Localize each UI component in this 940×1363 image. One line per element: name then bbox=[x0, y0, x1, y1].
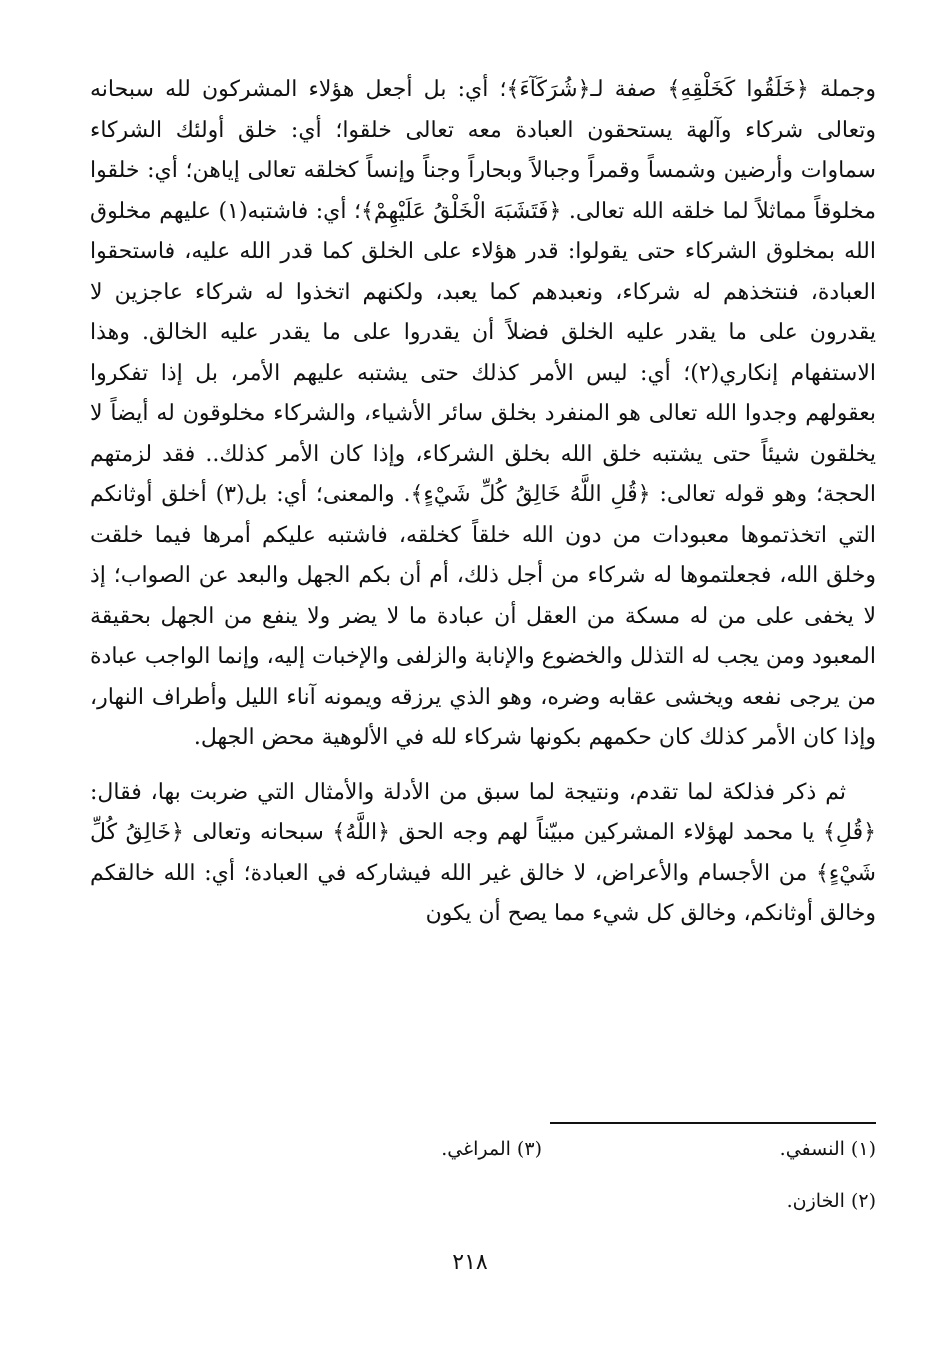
footnote-2: (٢) الخازن. bbox=[786, 1190, 876, 1212]
footnote-separator bbox=[550, 1122, 876, 1124]
footnote-1: (١) النسفي. bbox=[779, 1138, 876, 1160]
page-body bbox=[90, 70, 876, 935]
page-number: ٢١٨ bbox=[452, 1250, 488, 1275]
footnote-3: (٣) المراغي. bbox=[441, 1138, 542, 1160]
main-paragraph-1: وجملة ﴿خَلَقُوا كَخَلْقِهِ﴾ صفة لـ﴿شُرَكَآءَ﴾؛ أي: بل أجعل هؤلاء المشركون لله سبحانه وتعالى شركاء وآلهة يستحقون العبادة معه تعالى خلقوا؛ أي: خلق أولئك الشركاء سماوات وأرضين وشمساً وقمراً وجبالاً وبحاراً وجناً وإنساً كخلقه تعالى إياهن؛ أي: خلقوا مخلوقاً مماثلاً لما خلقه الله تعالى. ﴿فَتَشَبَهَ الْخَلْقُ عَلَيْهِمْ﴾؛ أي: فاشتبه(١) عليهم مخلوق الله بمخلوق الشركاء حتى يقولوا: قدر هؤلاء على الخلق كما قدر الله عليه، فاستحقوا العبادة، فنتخذهم له شركاء، ونعبدهم كما يعبد، ولكنهم اتخذوا له شركاء عاجزين لا يقدرون على ما يقدر عليه الخلق فضلاً أن يقدروا على ما يقدر عليه الخالق. وهذا الاستفهام إنكاري(٢)؛ أي: ليس الأمر كذلك حتى يشتبه عليهم الأمر، بل إذا تفكروا بعقولهم وجدوا الله تعالى هو المنفرد بخلق سائر الأشياء، والشركاء مخلوقون له أيضاً لا يخلقون شيئاً حتى يشتبه خلق الله بخلق الشركاء، وإذا كان الأمر كذلك.. فقد لزمتهم الحجة؛ وهو قوله تعالى: ﴿قُلِ اللَّهُ خَالِقُ كُلِّ شَيْءٍ﴾. والمعنى؛ أي: بل(٣) أخلق أوثانكم التي اتخذتموها معبودات من دون الله خلقاً كخلقه، فاشتبه عليكم أمرها فيما خلقت وخلق الله، فجعلتموها له شركاء من أجل ذلك، أم أن بكم الجهل والبعد عن الصواب؛ إذ لا يخفى على من له مسكة من العقل أن عبادة ما لا يضر ولا ينفع من الجهل بحقيقة المعبود ومن يجب له التذلل والخضوع والإنابة والزلفى والإخبات إليه، وإنما الواجب عبادة من يرجى نفعه ويخشى عقابه وضره، وهو الذي يرزقه ويمونه آناء الليل وأطراف النهار، وإذا كان الأمر كذلك كان حكمهم بكونها شركاء لله في الألوهية محض الجهل. bbox=[90, 77, 876, 750]
main-paragraph-2: ثم ذكر فذلكة لما تقدم، ونتيجة لما سبق من الأدلة والأمثال التي ضربت بها، فقال: ﴿قُلِ﴾ يا محمد لهؤلاء المشركين مبيّناً لهم وجه الحق ﴿اللَّهُ﴾ سبحانه وتعالى ﴿خَالِقُ كُلِّ شَيْءٍ﴾ من الأجسام والأعراض، لا خالق غير الله فيشاركه في العبادة؛ أي: الله خالقكم وخالق أوثانكم، وخالق كل شيء مما يصح أن يكون bbox=[90, 779, 876, 926]
